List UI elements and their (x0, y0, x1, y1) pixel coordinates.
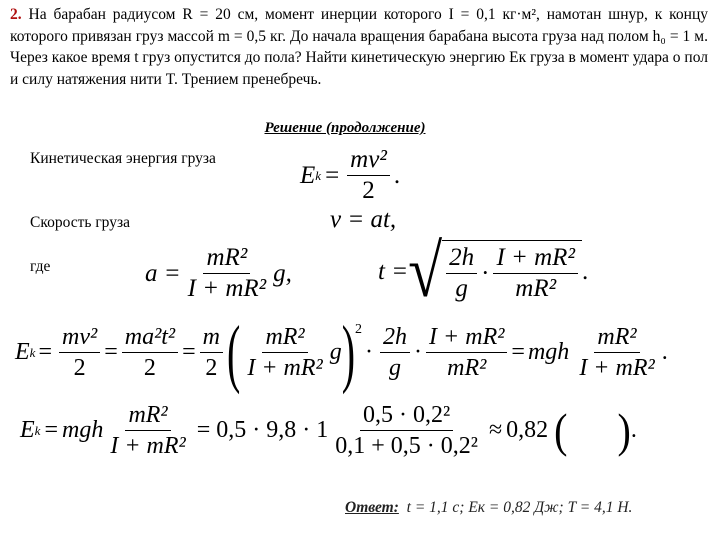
solution-heading: Решение (продолжение) (264, 120, 426, 136)
denominator: mR² (515, 275, 557, 302)
fraction (347, 145, 390, 206)
mgh-term: mgh (527, 339, 570, 365)
mgh-term: mgh (62, 417, 104, 443)
denominator: 2 (362, 177, 375, 204)
right-paren: ) (617, 403, 631, 458)
numerator: mR² (262, 322, 307, 353)
problem-number: 2. (10, 6, 22, 23)
e-symbol: E (15, 339, 30, 365)
dot-op: · (414, 339, 423, 365)
period: . (630, 417, 637, 443)
answer-label: Ответ: (345, 499, 399, 516)
right-paren: ) (341, 309, 356, 396)
equals: = (182, 339, 196, 365)
denominator: I + mR² (110, 433, 186, 459)
label-where: где (30, 258, 51, 275)
equals: = (325, 161, 340, 189)
problem-statement (10, 4, 708, 90)
period: . (581, 258, 589, 285)
numeric-factor: = 0,5 · 9,8 · 1 (196, 417, 329, 443)
formula-time (378, 231, 589, 313)
label-speed: Скорость груза (30, 214, 130, 231)
equals: = (511, 339, 525, 365)
sqrt-icon: √ (408, 231, 443, 313)
formula-speed: v = at, (330, 206, 397, 233)
formula-acceleration (145, 243, 292, 304)
formula-energy-numeric (20, 400, 637, 461)
g-term: g (329, 339, 342, 365)
numerator: mR² (594, 322, 639, 353)
denominator: 2 (73, 355, 86, 381)
denominator: g (455, 275, 468, 302)
e-symbol: E (300, 161, 316, 189)
answer (345, 499, 632, 517)
left-paren: ( (227, 309, 241, 396)
numerator: mv² (347, 145, 390, 176)
numerator: mR² (203, 243, 250, 274)
numerator: ma²t² (122, 322, 178, 353)
equals: = (44, 417, 58, 443)
denominator: 2 (205, 355, 218, 381)
equals: = (104, 339, 118, 365)
sqrt (408, 231, 582, 313)
numerator: 0,5 · 0,2² (360, 400, 453, 431)
formula-kinetic-energy (300, 145, 400, 206)
formula-energy-derivation (15, 309, 668, 396)
numerator: I + mR² (493, 243, 578, 274)
t-lhs: t = (378, 258, 409, 285)
fraction (185, 243, 270, 304)
equals: = (38, 339, 52, 365)
problem-text: На барабан радиусом R = 20 см, момент инерции которого I = 0,1 кг·м², намотан шнур, к концу которого привязан груз массой m = 0,5 кг. До начала вращения барабана высота груза над полом h₀ = 1 м. Через какое время t груз опустится до пола? Найти кинетическую энергию Eк груза в момент удара о пол и силу натяжения нити T. Трением пренебречь. (10, 6, 708, 88)
left-paren: ( (554, 403, 568, 458)
k-subscript: k (34, 422, 41, 438)
dot-op: · (365, 339, 374, 365)
k-subscript: k (315, 167, 322, 183)
denominator: 2 (143, 355, 156, 381)
answer-text: t = 1,1 с; Eк = 0,82 Дж; T = 4,1 Н. (406, 499, 633, 516)
numerator: mv² (59, 322, 100, 353)
exponent: 2 (355, 322, 363, 337)
numerator: I + mR² (426, 322, 507, 353)
denominator: I + mR² (187, 275, 267, 302)
denominator: mR² (447, 355, 487, 381)
numerator: m (200, 322, 223, 353)
g-term: g, (273, 259, 292, 287)
numerator: mR² (125, 400, 170, 431)
denominator: I + mR² (247, 355, 323, 381)
denominator: 0,1 + 0,5 · 0,2² (335, 433, 478, 459)
period: . (661, 339, 668, 365)
numerator: 2h (446, 243, 477, 274)
k-subscript: k (29, 344, 36, 360)
dot-op: · (481, 259, 490, 287)
label-kinetic: Кинетическая энергия груза (30, 150, 216, 167)
denominator: g (389, 355, 402, 381)
approx: ≈ (488, 417, 503, 443)
numerator: 2h (380, 322, 410, 353)
period: . (393, 161, 401, 189)
a-lhs: a = (145, 259, 181, 287)
e-symbol: E (20, 417, 35, 443)
denominator: I + mR² (579, 355, 655, 381)
result-value: 0,82 (506, 417, 549, 443)
